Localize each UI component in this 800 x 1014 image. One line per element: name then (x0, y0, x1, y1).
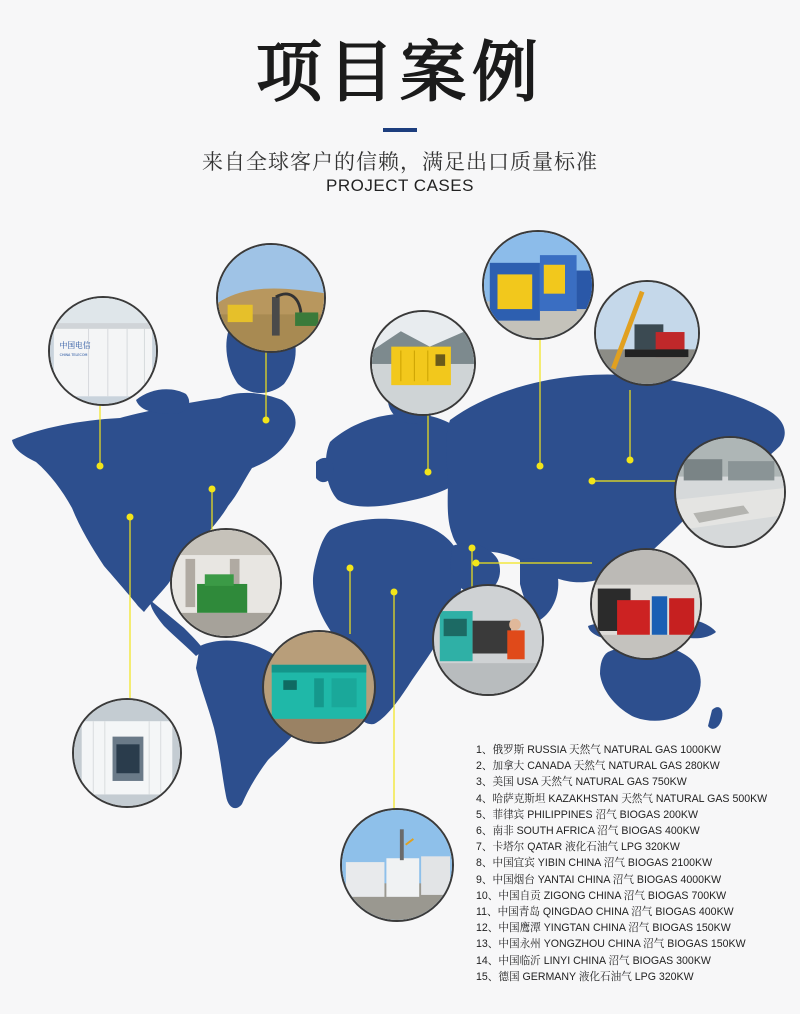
list-item: 15、德国 GERMANY 液化石油气 LPG 320KW (476, 970, 694, 983)
photo-crane-truck-loading (594, 280, 700, 386)
photo-telecom-logo: 中国电信 (59, 341, 91, 351)
list-item: 4、哈萨克斯坦 KAZAKHSTAN 天然气 NATURAL GAS 500KW (476, 792, 768, 805)
photo-container-row-site (340, 808, 454, 922)
marker-3 (425, 469, 432, 476)
photo-blue-container-units (482, 230, 594, 340)
page-title: 项目案例 (256, 34, 544, 111)
marker-4 (537, 463, 544, 470)
list-item: 8、中国宜宾 YIBIN CHINA 沼气 BIOGAS 2100KW (476, 857, 713, 870)
photo-worker-engine-room (432, 584, 544, 696)
list-item: 13、中国永州 YONGZHOU CHINA 沼气 BIOGAS 150KW (476, 938, 746, 951)
marker-11 (209, 486, 216, 493)
photo-generator-sets-yard (674, 436, 786, 548)
photo-telecom-logo-en: CHINA TELECOM (59, 352, 88, 357)
list-item: 10、中国自贡 ZIGONG CHINA 沼气 BIOGAS 700KW (476, 889, 727, 902)
page-subtitle-en: PROJECT CASES (326, 176, 474, 195)
marker-12 (127, 514, 134, 521)
list-item: 9、中国烟台 YANTAI CHINA 沼气 BIOGAS 4000KW (476, 873, 722, 886)
marker-7 (473, 560, 480, 567)
marker-1 (97, 463, 104, 470)
photo-telecom-container (48, 296, 158, 406)
list-item: 1、俄罗斯 RUSSIA 天然气 NATURAL GAS 1000KW (476, 744, 721, 756)
continent-new-zealand (708, 707, 722, 729)
photo-green-silent-generator (262, 630, 376, 744)
marker-2 (263, 417, 270, 424)
list-item: 11、中国青岛 QINGDAO CHINA 沼气 BIOGAS 400KW (476, 906, 734, 919)
list-item: 3、美国 USA 天然气 NATURAL GAS 750KW (476, 776, 687, 789)
photo-red-engine-units (590, 548, 702, 660)
list-item: 14、中国临沂 LINYI CHINA 沼气 BIOGAS 300KW (476, 954, 711, 967)
list-item: 12、中国鹰潭 YINGTAN CHINA 沼气 BIOGAS 150KW (476, 922, 731, 935)
list-item: 6、南非 SOUTH AFRICA 沼气 BIOGAS 400KW (476, 825, 700, 838)
marker-5 (627, 457, 634, 464)
list-item: 2、加拿大 CANADA 天然气 NATURAL GAS 280KW (476, 760, 720, 773)
marker-6 (589, 478, 596, 485)
marker-9 (347, 565, 354, 572)
continent-canada-islands (136, 389, 189, 414)
photo-indoor-generator-plant (170, 528, 282, 638)
photo-yellow-generator (370, 310, 476, 416)
list-item: 5、菲律宾 PHILIPPINES 沼气 BIOGAS 200KW (476, 808, 698, 821)
list-item: 7、卡塔尔 QATAR 液化石油气 LPG 320KW (476, 841, 680, 854)
project-list (476, 742, 767, 985)
photo-gas-field-pipeline (216, 243, 326, 353)
marker-10 (391, 589, 398, 596)
page-subtitle: 来自全球客户的信赖，满足出口质量标准 (202, 150, 598, 174)
marker-8 (469, 545, 476, 552)
photo-white-container-unit (72, 698, 182, 808)
